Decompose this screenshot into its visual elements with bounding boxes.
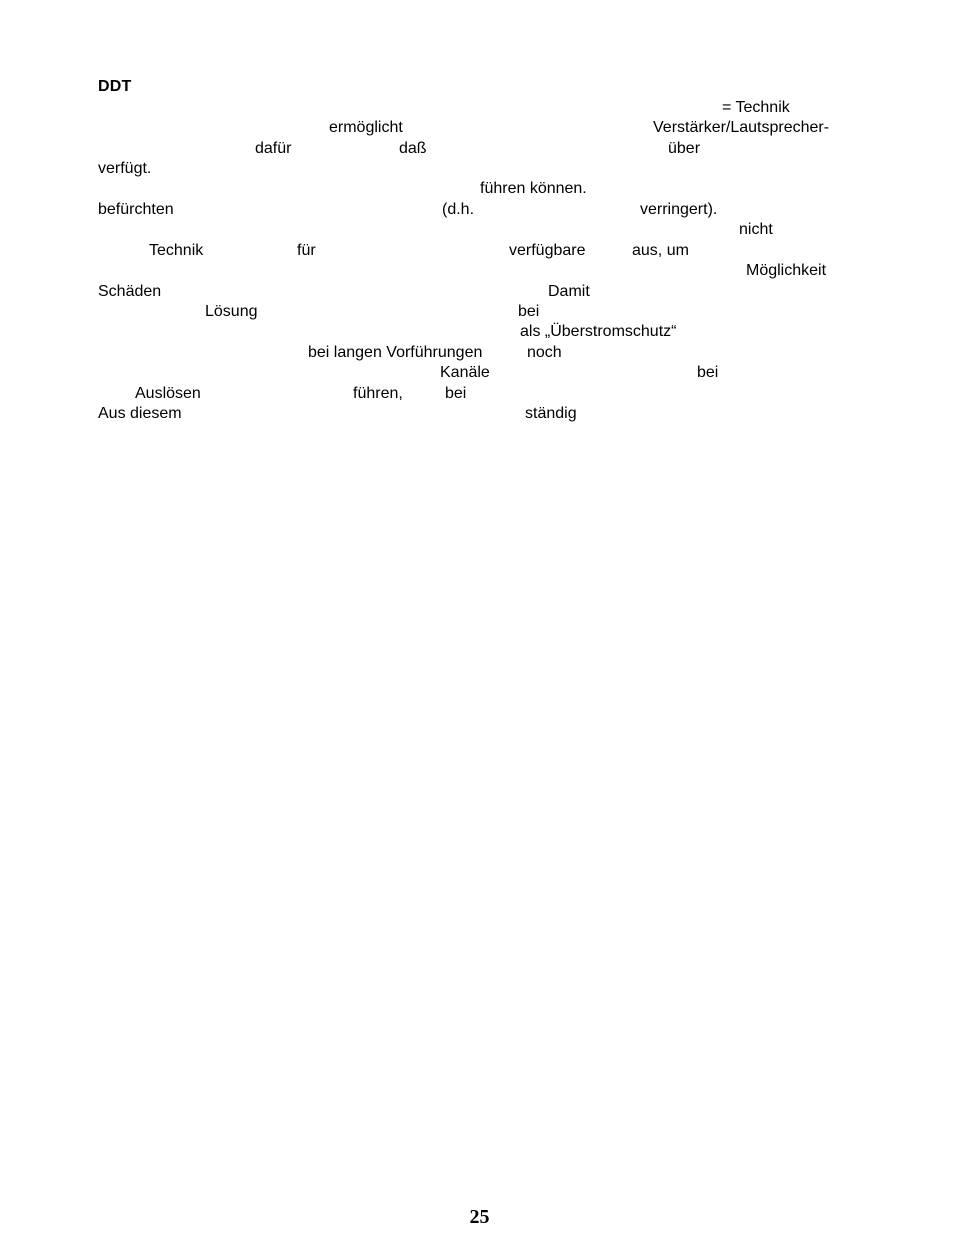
text-fragment: Verstärker/Lautsprecher- xyxy=(653,119,830,136)
text-fragment: Auslösen xyxy=(135,385,201,402)
text-fragment: verfügt. xyxy=(98,160,152,177)
text-fragment: als „Überstromschutz“ xyxy=(520,323,677,340)
text-fragment: über xyxy=(668,140,701,157)
text-fragment: führen können. xyxy=(480,180,587,197)
text-fragment: nicht xyxy=(739,221,773,238)
text-fragment: ständig xyxy=(525,405,577,422)
text-fragment: Kanäle xyxy=(440,364,490,381)
text-fragment: befürchten xyxy=(98,201,174,218)
text-fragment: Technik xyxy=(149,242,204,259)
text-fragment: bei xyxy=(445,385,467,402)
text-fragment: ermöglicht xyxy=(329,119,403,136)
text-fragment: Schäden xyxy=(98,283,162,300)
text-fragment: für xyxy=(297,242,316,259)
page-number: 25 xyxy=(469,1206,490,1228)
text-fragment: dafür xyxy=(255,140,292,157)
text-fragment: bei xyxy=(697,364,719,381)
text-fragment: Möglichkeit xyxy=(746,262,827,279)
text-fragment: führen, xyxy=(353,385,403,402)
text-fragment: Aus diesem xyxy=(98,405,182,422)
text-fragment: bei langen Vorführungen xyxy=(308,344,483,361)
text-fragment: Lösung xyxy=(205,303,258,320)
text-fragment: aus, um xyxy=(632,242,689,259)
text-fragment: noch xyxy=(527,344,562,361)
text-fragment: Damit xyxy=(548,283,590,300)
section-heading: DDT xyxy=(98,78,132,95)
text-fragment: (d.h. xyxy=(442,201,475,218)
text-fragment: bei xyxy=(518,303,540,320)
text-fragment: verringert). xyxy=(640,201,718,218)
text-fragment: daß xyxy=(399,140,427,157)
text-fragment: = Technik xyxy=(722,99,790,116)
text-fragment: verfügbare xyxy=(509,242,586,259)
